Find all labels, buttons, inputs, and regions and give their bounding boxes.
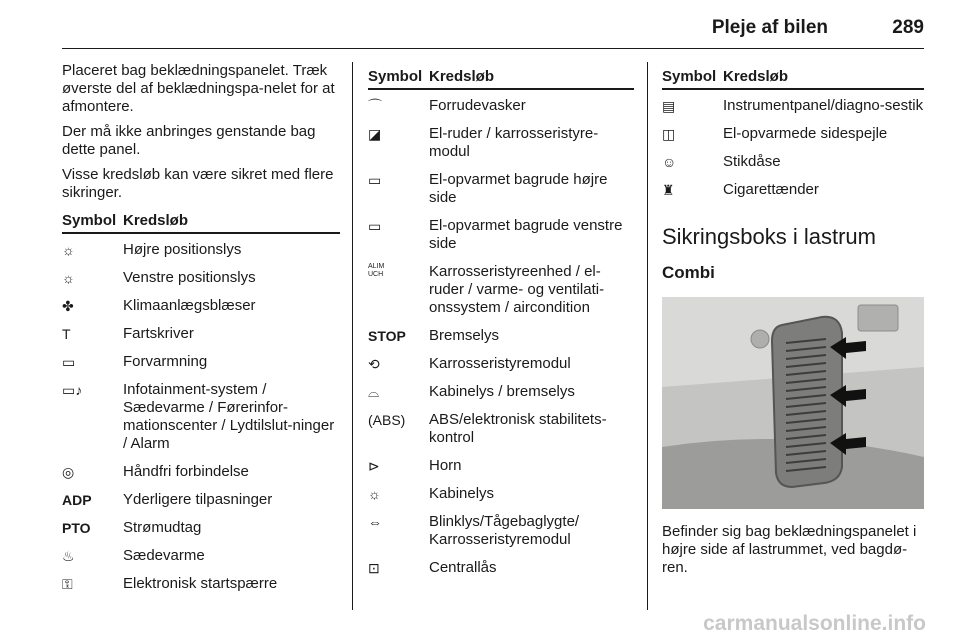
- page-title: Pleje af bilen: [711, 17, 828, 38]
- table-row: [62, 456, 340, 484]
- rear-window-heat-icon: ▭: [368, 172, 382, 188]
- table-row: [368, 506, 634, 552]
- table-row: [662, 90, 924, 118]
- circuit-label: Kabinelys: [429, 485, 495, 502]
- adp-symbol: ADP: [62, 492, 92, 508]
- table-row: [368, 256, 634, 320]
- circuit-label: Kabinelys / bremselys: [429, 383, 575, 400]
- circuit-label: Instrumentpanel/diagno-sestik: [723, 97, 924, 114]
- table-row: [62, 318, 340, 346]
- socket-icon: ☺: [662, 154, 677, 170]
- circuit-label: El-opvarmet bagrude højre side: [429, 171, 608, 206]
- infotainment-icon: ▭♪: [62, 382, 83, 398]
- circuit-label: Centrallås: [429, 559, 497, 576]
- table-row: [62, 234, 340, 262]
- table-row: [62, 374, 340, 456]
- table-row: [62, 568, 340, 596]
- column-divider: [647, 62, 648, 610]
- circuit-label: Forrudevasker: [429, 97, 526, 114]
- circuit-column-header: Kredsløb: [123, 212, 189, 229]
- central-lock-icon: ⊡: [368, 560, 380, 576]
- table-row: [368, 450, 634, 478]
- circuit-label: Venstre positionslys: [123, 269, 256, 286]
- photo-caption: Befinder sig bag beklædningspanelet i højre side af lastrummet, ved bagdø-ren.: [662, 523, 917, 576]
- symbol-column-header: Symbol: [368, 68, 423, 85]
- fuse-table-header: [368, 68, 634, 90]
- circuit-label: Forvarmning: [123, 353, 208, 370]
- subsection-title: Combi: [662, 263, 715, 282]
- table-row: [662, 146, 924, 174]
- fuse-box-illustration: [662, 297, 924, 509]
- fuse-table-header: [662, 68, 924, 90]
- fan-icon: ✤: [62, 298, 74, 314]
- symbol-column-header: Symbol: [62, 212, 117, 229]
- circuit-label: El-opvarmet bagrude venstre side: [429, 217, 623, 252]
- circuit-label: Fartskriver: [123, 325, 194, 342]
- watermark: carmanualsonline.info: [703, 612, 926, 635]
- body-control-icon: ⟲: [368, 356, 380, 372]
- seat-heating-icon: ♨: [62, 548, 75, 564]
- alim-label: ALIM: [368, 263, 385, 270]
- circuit-label: Elektronisk startspærre: [123, 575, 278, 592]
- fuse-table-header: [62, 212, 340, 234]
- circuit-label: Klimaanlægsblæser: [123, 297, 256, 314]
- paragraph: Placeret bag beklædningspanelet. Træk øverste del af beklædningspa-nelet for at afmontere.: [62, 62, 335, 115]
- circuit-label: Karrosseristyremodul: [429, 355, 571, 372]
- symbol-column-header: Symbol: [662, 68, 717, 85]
- section-title: Sikringsboks i lastrum: [662, 224, 876, 249]
- instrument-panel-icon: ▤: [662, 98, 676, 114]
- mirror-heat-icon: ◫: [662, 126, 676, 142]
- circuit-label: Cigarettænder: [723, 181, 819, 198]
- table-row: [368, 552, 634, 580]
- table-row: [62, 262, 340, 290]
- rear-window-heat-icon: ▭: [368, 218, 382, 234]
- cigarette-lighter-icon: ♜: [662, 182, 675, 198]
- circuit-label: Horn: [429, 457, 462, 474]
- circuit-label: El-ruder / karrosseristyre-modul: [429, 125, 599, 160]
- circuit-label: Infotainment-system / Sædevarme / Førerinfor-mationscenter / Lydtilslut-ninger / Alarm: [123, 381, 335, 452]
- washer-icon: ⌒: [368, 98, 382, 114]
- table-row: [368, 376, 634, 404]
- circuit-label: Karrosseristyreenhed / el-ruder / varme- og ventilati-onssystem / aircondition: [429, 263, 605, 316]
- uch-label: UCH: [368, 271, 384, 278]
- circuit-column-header: Kredsløb: [723, 68, 789, 85]
- table-row: [368, 164, 634, 210]
- table-row: [62, 346, 340, 374]
- circuit-label: Sædevarme: [123, 547, 205, 564]
- handsfree-icon: ◎: [62, 464, 75, 480]
- table-row: [368, 320, 634, 348]
- abs-icon: (ABS): [368, 412, 406, 428]
- interior-light-icon: ⌓: [368, 384, 380, 400]
- circuit-label: Håndfri forbindelse: [123, 463, 249, 480]
- tachograph-icon: T: [62, 326, 71, 342]
- table-row: [662, 118, 924, 146]
- indicator-icon: ⇔: [368, 514, 382, 530]
- table-row: [662, 174, 924, 202]
- table-row: [368, 348, 634, 376]
- power-window-icon: ◪: [368, 126, 382, 142]
- circuit-label: Bremselys: [429, 327, 500, 344]
- column-right: [662, 62, 924, 584]
- preheat-icon: ▭: [62, 354, 76, 370]
- table-row: [62, 540, 340, 568]
- circuit-column-header: Kredsløb: [429, 68, 495, 85]
- column-left: [62, 62, 340, 596]
- table-row: [368, 478, 634, 506]
- circuit-label: Strømudtag: [123, 519, 202, 536]
- table-row: [62, 512, 340, 540]
- circuit-label: El-opvarmede sidespejle: [723, 125, 888, 142]
- circuit-label: Blinklys/Tågebaglygte/ Karrosseristyremodul: [429, 513, 580, 548]
- circuit-label: Stikdåse: [723, 153, 781, 170]
- cabin-light-icon: ☼: [368, 486, 381, 502]
- alim-uch-symbol: [368, 263, 429, 317]
- circuit-label: ABS/elektronisk stabilitets-kontrol: [429, 411, 607, 446]
- stop-symbol: STOP: [368, 328, 406, 344]
- table-row: [368, 404, 634, 450]
- page-number: 289: [892, 17, 924, 38]
- fuse-box-photo: [662, 297, 924, 509]
- circuit-label: Højre positionslys: [123, 241, 242, 258]
- circuit-label: Yderligere tilpasninger: [123, 491, 273, 508]
- table-row: [368, 210, 634, 256]
- paragraph: Der må ikke anbringes genstande bag dette panel.: [62, 123, 316, 158]
- horn-icon: ⊳: [368, 458, 380, 474]
- right-position-light-icon: ☼: [62, 242, 75, 258]
- paragraph: Visse kredsløb kan være sikret med flere sikringer.: [62, 166, 334, 201]
- column-middle: [368, 62, 634, 580]
- table-row: [62, 484, 340, 512]
- column-divider: [352, 62, 353, 610]
- page-header: [62, 0, 924, 49]
- immobiliser-icon: ⚿: [62, 576, 73, 592]
- table-row: [62, 290, 340, 318]
- table-row: [368, 118, 634, 164]
- left-position-light-icon: ☼: [62, 270, 75, 286]
- table-row: [368, 90, 634, 118]
- pto-symbol: PTO: [62, 520, 91, 536]
